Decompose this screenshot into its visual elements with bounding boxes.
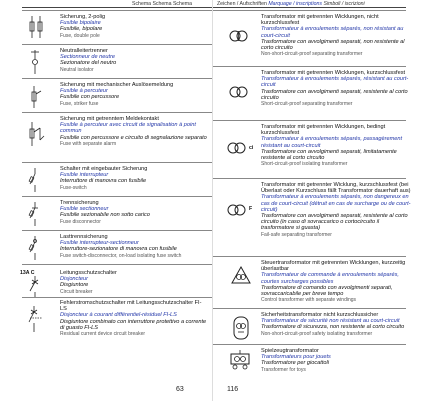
entry-en: Fuse-switch	[60, 184, 87, 191]
transformer-code: F	[249, 206, 253, 212]
entry-divider	[213, 308, 406, 309]
entry-text	[60, 234, 208, 259]
entry-text	[60, 166, 208, 191]
transformer-non-short-circuit-icon	[227, 30, 251, 42]
entry-divider	[213, 344, 406, 345]
entry-de: Spielzeugtransformator	[261, 348, 319, 354]
entry-de: Sicherung mit mechanischer Auslösemeldung	[60, 82, 174, 88]
entry-fr: Transformateur à enroulements séparés, résistant au court-circuit	[261, 76, 409, 89]
entry-fr: Transformateurs pour jouets	[261, 354, 331, 361]
fuse-double-pole-icon	[26, 16, 46, 38]
fuse-switch-icon	[28, 168, 42, 192]
entry-it: Fusibile, bipolare	[60, 26, 103, 33]
transformer-short-circuit-proof-icon	[227, 86, 251, 98]
entry-divider	[22, 264, 212, 265]
circuit-breaker-code: 13A C	[20, 270, 35, 276]
entry-it: Fusibile con percussore	[60, 94, 120, 101]
entry-de: Leitungsschutzschalter	[60, 270, 117, 276]
entry-en: Fuse disconnector	[60, 218, 101, 225]
fuse-switch-disconnector-icon	[28, 236, 42, 260]
entry-fr: Fusible sectionneur	[60, 206, 109, 213]
entry-divider	[22, 162, 212, 163]
entry-en: Residual current device circuit breaker	[60, 331, 146, 338]
entry-en: Control transformer with separate windings	[261, 297, 357, 304]
entry-text	[60, 200, 208, 225]
header-it: Simboli / iscrizioni	[323, 1, 365, 7]
transformer-conditionally-proof-icon	[225, 142, 249, 154]
entry-en: Non-short-circuit-proof safety isolating transformer	[261, 330, 373, 337]
entry-fr: Fusible à percuteur avec circuit de signalisation à point commun	[60, 122, 196, 135]
page-header: Schema Schema Schema	[132, 1, 192, 7]
entry-text	[261, 124, 411, 167]
entry-de: Transformator mit getrennten Wicklungen, kurzschlussfest	[261, 70, 406, 76]
transformer-fail-safe-icon	[225, 204, 249, 216]
entry-divider	[213, 66, 406, 67]
entry-de: Trennsicherung	[60, 200, 99, 206]
entry-it: Trasformatore con avvolgimenti separati, non resistente al corto circuito	[261, 38, 405, 52]
entry-fr: Fusible à percuteur	[60, 88, 108, 95]
entry-en: Fuse with separate alarm	[60, 140, 117, 147]
header-fr: Marquage / inscriptions	[268, 1, 322, 7]
left-page	[0, 0, 212, 401]
entry-en: Fail-safe separating transformer	[261, 231, 332, 238]
entry-fr: Fusible bipolaire	[60, 20, 101, 27]
page-number: 63	[176, 386, 184, 393]
entry-it: Disgiuntore	[60, 282, 89, 289]
entry-text	[60, 270, 208, 295]
entry-en: Fuse switch-disconnector, on-load isolating fuse switch	[60, 252, 182, 259]
entry-text	[60, 116, 208, 147]
entry-text	[261, 260, 411, 303]
circuit-breaker-icon	[28, 276, 42, 298]
entry-text	[60, 14, 208, 39]
entry-en: Transformer for toys	[261, 366, 306, 373]
entry-fr: Transformateur à enroulements séparés, non dangereux en cas de court-circuit (détruit en cas de surcharge ou de court-circuit)	[261, 194, 411, 213]
entry-en: Circuit breaker	[60, 288, 93, 295]
entry-de: Transformator mit getrennten Wicklungen, bedingt kurzschlussfest	[261, 124, 386, 137]
entry-en: Short-circuit-proof isolating transformer	[261, 161, 348, 168]
entry-text	[60, 300, 208, 337]
fuse-disconnector-icon	[28, 202, 42, 226]
entry-it: Fusibile con percussore e circuito di segnalazione separato	[60, 134, 207, 141]
entry-de: Transformator mit getrennter Wicklung, kurzschlussfest (bei Überlast oder Kurzschluss fällt Transformator dauerhaft aus)	[261, 182, 411, 195]
entry-en: Non-short-circuit-proof separating transformer	[261, 51, 363, 58]
entry-it: Trasformatore con avvolgimenti separati, limitatamente resistente al corto circuito	[261, 148, 397, 162]
entry-fr: Fusible interrupteur	[60, 172, 109, 179]
entry-divider	[22, 230, 212, 231]
entry-divider	[213, 120, 406, 121]
rcbo-icon	[26, 306, 44, 332]
entry-divider	[213, 178, 406, 179]
entry-it: Sezionatore del neutro	[60, 60, 117, 67]
entry-text	[261, 70, 411, 107]
entry-it: Trasformatore di comando con avvolgimenti separati, sovraccaricabile per breve tempo	[261, 284, 393, 298]
transformer-code: ci	[249, 145, 254, 151]
entry-fr: Transformateur à enroulements séparés, passagèrement résistant au court-circuit	[261, 136, 403, 149]
header-rule	[213, 7, 406, 8]
toy-transformer-icon	[229, 350, 251, 370]
safety-transformer-icon	[233, 316, 249, 340]
entry-it: Trasformatore con avvolgimenti separati, resistente al corto circuito	[261, 88, 408, 101]
entry-en: Fuse, striker fuse	[60, 100, 99, 107]
entry-divider	[22, 196, 212, 197]
entry-de: Steuertransformator mit getrennten Wicklungen, kurzzeitig überlastbar	[261, 260, 406, 273]
entry-en: Neutral isolator	[60, 66, 94, 73]
entry-it: Disgiuntore combinato con interruttore protettivo a corrente di guasto FI-LS	[60, 318, 207, 331]
header-rule	[22, 7, 212, 8]
entry-de: Sicherung, 2-polig	[60, 14, 106, 20]
entry-fr: Fusible interrupteur-sectionneur	[60, 240, 139, 247]
header-de: Zeichen / Aufschriften	[217, 1, 267, 7]
entry-it: Fusibile sezionabile non sotto carico	[60, 212, 150, 219]
entry-divider	[22, 297, 212, 298]
entry-fr: Disjoncteur	[60, 276, 88, 283]
entry-divider	[22, 44, 212, 45]
entry-text	[261, 312, 411, 337]
entry-en: Short-circuit-proof separating transformer	[261, 101, 353, 108]
fuse-separate-alarm-icon	[26, 122, 46, 146]
entry-divider	[213, 10, 406, 11]
entry-text	[60, 48, 208, 73]
entry-divider	[22, 112, 212, 113]
entry-fr: Disjoncteur à courant différentiel-résiduel FI-LS	[60, 312, 177, 319]
entry-text	[60, 82, 208, 107]
entry-de: Schalter mit eingebauter Sicherung	[60, 166, 148, 172]
entry-text	[261, 348, 411, 373]
entry-divider	[22, 78, 212, 79]
entry-it: Trasformatore per giocattoli	[261, 360, 329, 367]
right-page	[212, 0, 425, 401]
entry-divider	[22, 10, 212, 11]
entry-text	[261, 14, 411, 57]
entry-fr: Transformateur à enroulements séparés, non résistant au court-circuit	[261, 26, 404, 39]
entry-it: Interruttore di manovra con fusibile	[60, 178, 147, 185]
entry-de: Fehlerstromschutzschalter mit Leitungsschutzschalter FI-LS	[60, 300, 202, 313]
entry-de: Sicherheitstransformator nicht kurzschlussicher	[261, 312, 379, 318]
entry-fr: Transformateur de commande à enroulements séparés, courtes surcharges possibles	[261, 272, 399, 285]
entry-de: Sicherung mit getrenntem Meldekontakt	[60, 116, 159, 122]
control-transformer-icon	[231, 266, 251, 284]
page-number: 116	[227, 386, 239, 393]
entry-de: Transformator mit getrennten Wicklungen, nicht kurzschlussfest	[261, 14, 379, 27]
fuse-striker-icon	[28, 86, 42, 108]
entry-de: Lasttrennsicherung	[60, 234, 108, 240]
entry-fr: Transformateur de sécurité non résistant au court-circuit	[261, 318, 400, 325]
entry-de: Neutralleitertrenner	[60, 48, 108, 54]
entry-it: Trasformatore di sicurezza, non resistente al corto circuito	[261, 324, 405, 331]
entry-text	[261, 182, 411, 238]
entry-it: Interruttore-sezionatore di manovra con fusibile	[60, 246, 177, 253]
entry-it: Trasformatore con avvolgimenti separati, resistente al corto circuito (in caso di sovraccarico o cortocircuito il trasformatore si guasta)	[261, 213, 408, 232]
entry-en: Fuse, double pole	[60, 32, 100, 39]
entry-divider	[213, 256, 406, 257]
neutral-isolator-icon	[28, 50, 42, 74]
entry-fr: Sectionneur de neutre	[60, 54, 116, 61]
